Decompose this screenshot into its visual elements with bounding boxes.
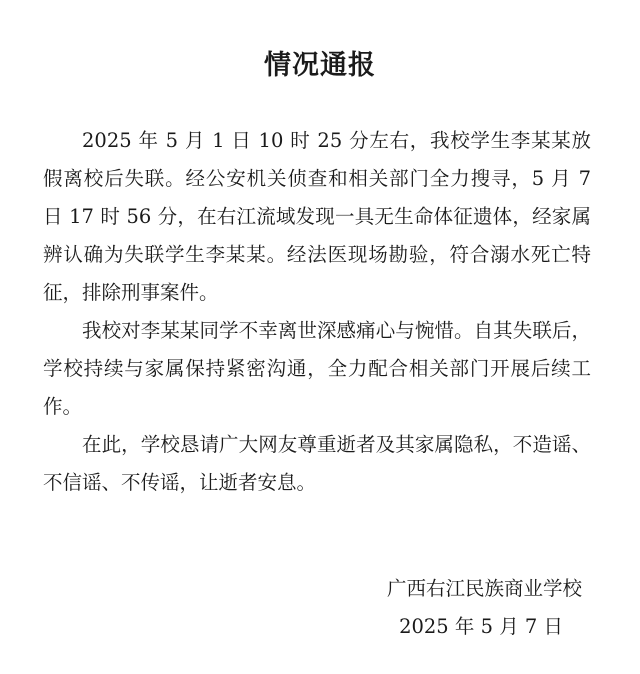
body-paragraph: 2025 年 5 月 1 日 10 时 25 分左右，我校学生李某某放假离校后失联。经公安机关侦查和相关部门全力搜寻，5 月 7 日 17 时 56 分，在右江流域发现一具无生命体征遗体，经家属辨认确为失联学生李某某。经法医现场勘验，符合溺水死亡特征，排除刑事案件。 xyxy=(43,129,591,304)
body-paragraph: 我校对李某某同学不幸离世深感痛心与惋惜。自其失联后，学校持续与家属保持紧密沟通，全力配合相关部门开展后续工作。 xyxy=(43,319,591,418)
signature-date: 2025 年 5 月 7 日 xyxy=(399,615,563,638)
signature-organization: 广西右江民族商业学校 xyxy=(386,577,582,600)
body-paragraph: 在此，学校恳请广大网友尊重逝者及其家属隐私，不造谣、不信谣、不传谣，让逝者安息。 xyxy=(43,433,591,494)
document-title: 情况通报 xyxy=(264,50,376,82)
document-body xyxy=(43,122,591,502)
signature-block xyxy=(387,570,582,646)
